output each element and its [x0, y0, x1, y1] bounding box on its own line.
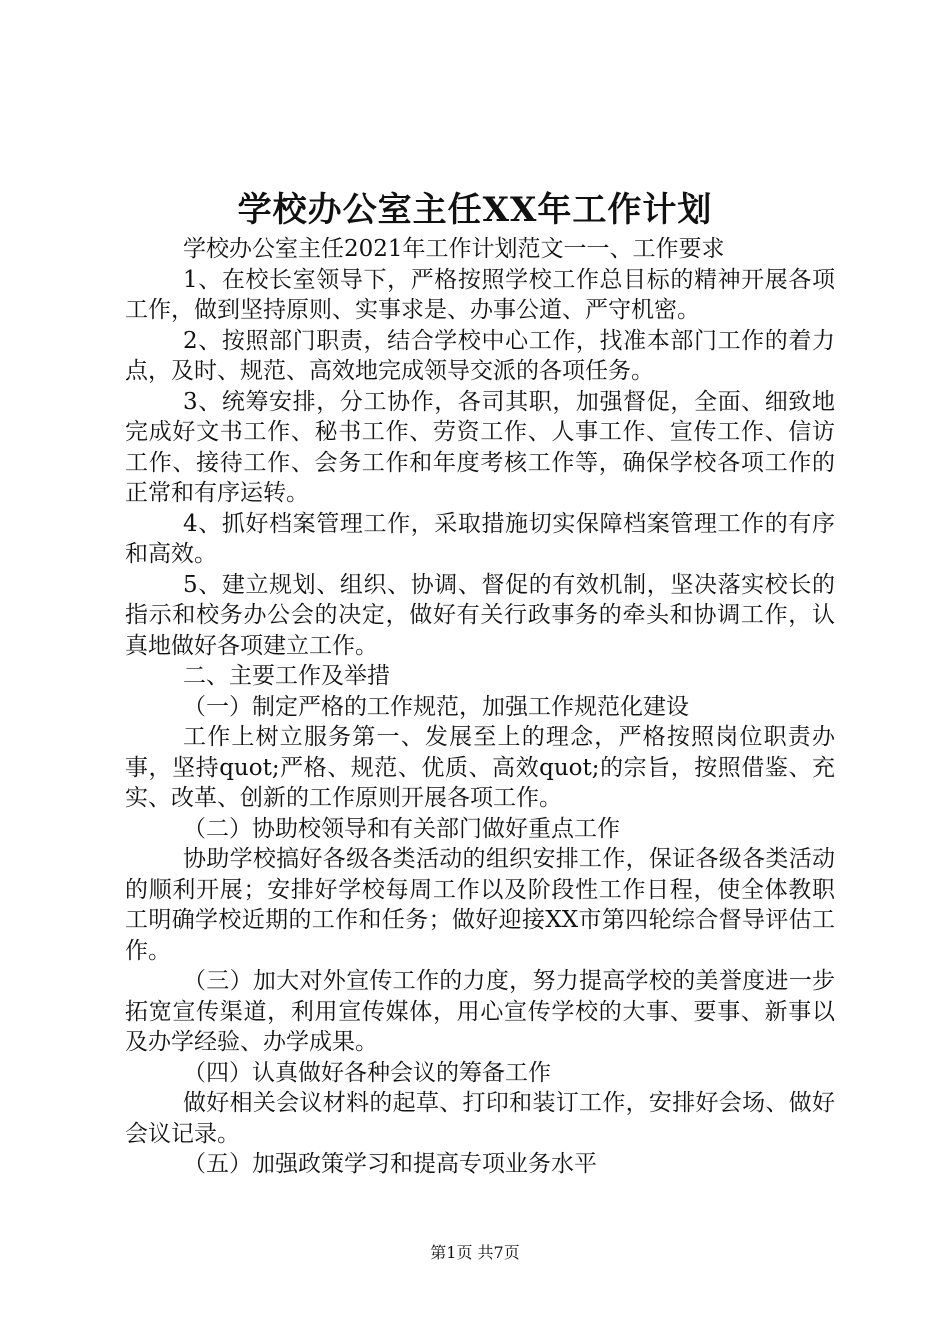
subheading-2: （二）协助校领导和有关部门做好重点工作 [183, 815, 620, 842]
subheading-1: （一）制定严格的工作规范，加强工作规范化建设 [183, 693, 689, 720]
paragraph-item-1: 1、在校长室领导下，严格按照学校工作总目标的精神开展各项工作，做到坚持原则、实事求是、办事公道、严守机密。 [125, 266, 835, 323]
section-heading-2: 二、主要工作及举措 [183, 663, 390, 689]
paragraph-sub-1: 工作上树立服务第一、发展至上的理念，严格按照岗位职责办事，坚持quot;严格、规范、优质、高效quot;的宗旨，按照借鉴、充实、改革、创新的工作原则开展各项工作。 [125, 724, 835, 811]
paragraph-item-5: 5、建立规划、组织、协调、督促的有效机制，坚决落实校长的指示和校务办公会的决定，做好有关行政事务的牵头和协调工作，认真地做好各项建立工作。 [125, 571, 835, 659]
subheading-5: （五）加强政策学习和提高专项业务水平 [183, 1151, 597, 1177]
paragraph-item-4: 4、抓好档案管理工作，采取措施切实保障档案管理工作的有序和高效。 [125, 510, 835, 567]
document-body [125, 234, 835, 1180]
paragraph-sub-4: 做好相关会议材料的起草、打印和装订工作，安排好会场、做好会议记录。 [125, 1090, 835, 1147]
page-footer: 第1页 共7页 [430, 1243, 520, 1262]
paragraph-sub-2: 协助学校搞好各级各类活动的组织安排工作，保证各级各类活动的顺利开展；安排好学校每周工作以及阶段性工作日程，使全体教职工明确学校近期的工作和任务；做好迎接XX市第四轮综合督导评估工作。 [125, 846, 835, 964]
subheading-3: （三）加大对外宣传工作的力度，努力提高学校的美誉度进一步拓宽宣传渠道，利用宣传媒体，用心宣传学校的大事、要事、新事以及办学经验、办学成果。 [125, 968, 835, 1055]
subheading-4: （四）认真做好各种会议的筹备工作 [183, 1059, 551, 1086]
document-title: 学校办公室主任XX年工作计划 [237, 190, 713, 230]
paragraph-item-2: 2、按照部门职责，结合学校中心工作，找准本部门工作的着力点，及时、规范、高效地完成领导交派的各项任务。 [125, 327, 835, 384]
paragraph-intro: 学校办公室主任2021年工作计划范文一一、工作要求 [183, 236, 725, 262]
paragraph-item-3: 3、统筹安排，分工协作，各司其职，加强督促，全面、细致地完成好文书工作、秘书工作、劳资工作、人事工作、宣传工作、信访工作、接待工作、会务工作和年度考核工作等，确保学校各项工作的正常和有序运转。 [125, 388, 835, 506]
